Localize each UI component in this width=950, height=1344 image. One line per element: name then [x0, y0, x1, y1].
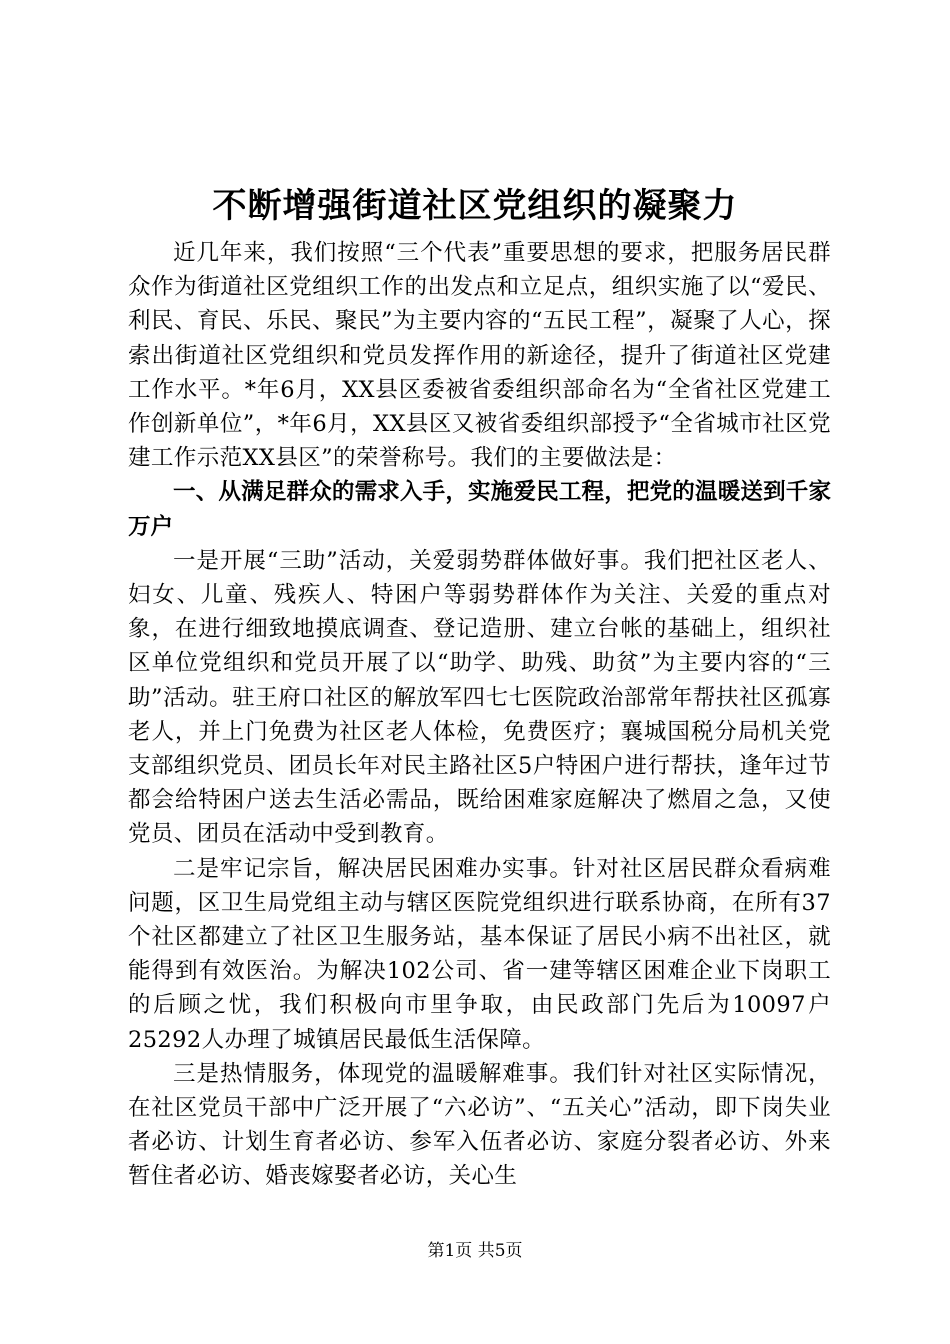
body-paragraph: 二是牢记宗旨，解决居民困难办实事。针对社区居民群众看病难问题，区卫生局党组主动与辖区医院党组织进行联系协商，在所有37个社区都建立了社区卫生服务站，基本保证了居民小病不出社区，就能得到有效医治。为解决102公司、省一建等辖区困难企业下岗职工的后顾之忧，我们积极向市里争取，由民政部门先后为10097户25292人办理了城镇居民最低生活保障。: [128, 855, 831, 1053]
body-paragraph: 三是热情服务，体现党的温暖解难事。我们针对社区实际情况，在社区党员干部中广泛开展了“六必访”、“五关心”活动，即下岗失业者必访、计划生育者必访、参军入伍者必访、家庭分裂者必访、外来暂住者必访、婚丧嫁娶者必访，关心生: [128, 1060, 831, 1190]
intro-paragraph: 近几年来，我们按照“三个代表”重要思想的要求，把服务居民群众作为街道社区党组织工作的出发点和立足点，组织实施了以“爱民、利民、育民、乐民、聚民”为主要内容的“五民工程”，凝聚了人心，探索出街道社区党组织和党员发挥作用的新途径，提升了街道社区党建工作水平。*年6月，XX县区委被省委组织部命名为“全省社区党建工作创新单位”，*年6月，XX县区又被省委组织部授予“全省城市社区党建工作示范XX县区”的荣誉称号。我们的主要做法是：: [128, 240, 831, 472]
document-title: 不断增强街道社区党组织的凝聚力: [212, 186, 738, 226]
document-body: [128, 236, 831, 1194]
body-paragraph: 一是开展“三助”活动，关爱弱势群体做好事。我们把社区老人、妇女、儿童、残疾人、特困户等弱势群体作为关注、关爱的重点对象，在进行细致地摸底调查、登记造册、建立台帐的基础上，组织社区单位党组织和党员开展了以“助学、助残、助贫”为主要内容的“三助”活动。驻王府口社区的解放军四七七医院政治部常年帮扶社区孤寡老人，并上门免费为社区老人体检，免费医疗；襄城国税分局机关党支部组织党员、团员长年对民主路社区5户特困户进行帮扶，逢年过节都会给特困户送去生活必需品，既给困难家庭解决了燃眉之急，又使党员、团员在活动中受到教育。: [128, 547, 831, 848]
page-footer: 第1页 共5页: [427, 1241, 523, 1261]
section-heading: 一、从满足群众的需求入手，实施爱民工程，把党的温暖送到千家万户: [128, 479, 831, 540]
